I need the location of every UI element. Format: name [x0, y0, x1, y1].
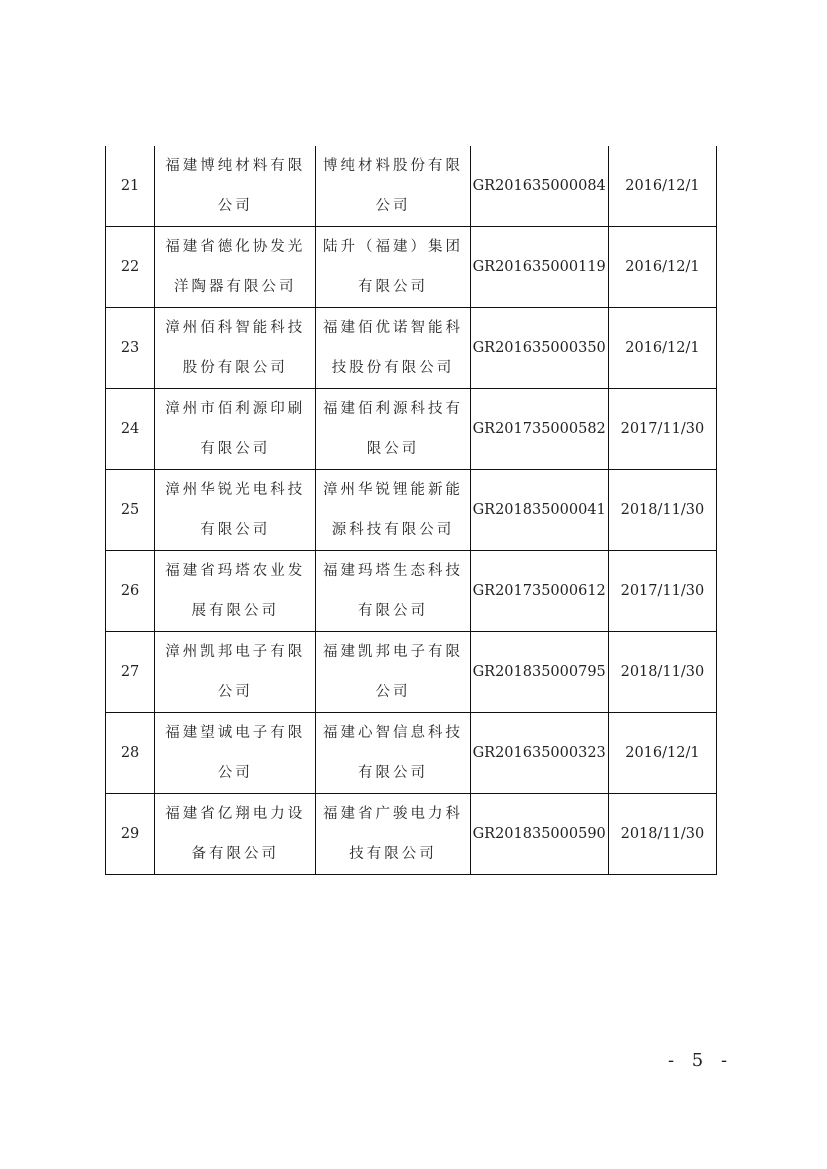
- certificate-number-cell: GR201835000041: [470, 470, 608, 551]
- table-row: [106, 632, 717, 713]
- original-company-name-cell: [155, 389, 316, 470]
- row-number-cell: 24: [106, 389, 155, 470]
- company-table: [105, 146, 717, 875]
- new-company-name-line: 限公司: [366, 441, 420, 457]
- new-company-name-cell: [316, 632, 470, 713]
- certificate-number-cell: GR201635000084: [470, 146, 608, 227]
- new-company-name-line: 公司: [375, 684, 411, 700]
- new-company-name-line: 博纯材料股份有限: [322, 158, 463, 174]
- original-company-name-line: 公司: [217, 765, 253, 781]
- row-number-cell: 21: [106, 146, 155, 227]
- new-company-name-line: 福建省广骏电力科: [322, 806, 463, 822]
- certificate-number-cell: GR201835000590: [470, 794, 608, 875]
- table-row: [106, 713, 717, 794]
- new-company-name-cell: [316, 794, 470, 875]
- new-company-name-cell: [316, 470, 470, 551]
- original-company-name-line: 福建博纯材料有限: [165, 158, 306, 174]
- new-company-name-cell: [316, 146, 470, 227]
- new-company-name-cell: [316, 227, 470, 308]
- original-company-name-line: 漳州市佰利源印刷: [165, 401, 306, 417]
- certificate-number-cell: GR201635000323: [470, 713, 608, 794]
- certificate-number-cell: GR201735000582: [470, 389, 608, 470]
- new-company-name-line: 公司: [375, 198, 411, 214]
- certificate-number-cell: GR201735000612: [470, 551, 608, 632]
- new-company-name-line: 福建佰优诺智能科: [322, 320, 463, 336]
- table-row: [106, 389, 717, 470]
- table-row: [106, 551, 717, 632]
- certificate-number-cell: GR201635000350: [470, 308, 608, 389]
- new-company-name-line: 福建佰利源科技有: [322, 401, 463, 417]
- page-number: - 5 -: [668, 1050, 734, 1071]
- new-company-name-cell: [316, 308, 470, 389]
- issue-date-cell: 2016/12/1: [608, 227, 716, 308]
- issue-date-cell: 2017/11/30: [608, 389, 716, 470]
- original-company-name-cell: [155, 308, 316, 389]
- row-number-cell: 27: [106, 632, 155, 713]
- original-company-name-line: 福建望诚电子有限: [165, 725, 306, 741]
- original-company-name-line: 备有限公司: [191, 846, 279, 862]
- issue-date-cell: 2018/11/30: [608, 794, 716, 875]
- new-company-name-line: 福建心智信息科技: [322, 725, 463, 741]
- row-number-cell: 23: [106, 308, 155, 389]
- table-body: [106, 146, 717, 875]
- issue-date-cell: 2018/11/30: [608, 632, 716, 713]
- new-company-name-line: 技股份有限公司: [331, 360, 455, 376]
- table-row: [106, 227, 717, 308]
- row-number-cell: 22: [106, 227, 155, 308]
- original-company-name-cell: [155, 632, 316, 713]
- row-number-cell: 29: [106, 794, 155, 875]
- table-row: [106, 146, 717, 227]
- new-company-name-line: 福建玛塔生态科技: [322, 563, 463, 579]
- new-company-name-line: 有限公司: [357, 279, 428, 295]
- original-company-name-line: 有限公司: [200, 522, 271, 538]
- new-company-name-line: 陆升（福建）集团: [322, 239, 463, 255]
- original-company-name-cell: [155, 713, 316, 794]
- table-row: [106, 470, 717, 551]
- row-number-cell: 26: [106, 551, 155, 632]
- original-company-name-line: 漳州凯邦电子有限: [165, 644, 306, 660]
- issue-date-cell: 2018/11/30: [608, 470, 716, 551]
- new-company-name-line: 有限公司: [357, 603, 428, 619]
- certificate-number-cell: GR201835000795: [470, 632, 608, 713]
- issue-date-cell: 2016/12/1: [608, 146, 716, 227]
- new-company-name-line: 福建凯邦电子有限: [322, 644, 463, 660]
- original-company-name-cell: [155, 227, 316, 308]
- row-number-cell: 25: [106, 470, 155, 551]
- original-company-name-cell: [155, 794, 316, 875]
- original-company-name-line: 福建省德化协发光: [165, 239, 306, 255]
- original-company-name-cell: [155, 551, 316, 632]
- new-company-name-line: 有限公司: [357, 765, 428, 781]
- original-company-name-line: 股份有限公司: [182, 360, 288, 376]
- original-company-name-line: 公司: [217, 198, 253, 214]
- original-company-name-cell: [155, 146, 316, 227]
- table-row: [106, 794, 717, 875]
- table-row: [106, 308, 717, 389]
- new-company-name-cell: [316, 551, 470, 632]
- original-company-name-line: 福建省玛塔农业发: [165, 563, 306, 579]
- new-company-name-line: 漳州华锐锂能新能: [322, 482, 463, 498]
- issue-date-cell: 2016/12/1: [608, 308, 716, 389]
- original-company-name-line: 有限公司: [200, 441, 271, 457]
- new-company-name-cell: [316, 389, 470, 470]
- new-company-name-cell: [316, 713, 470, 794]
- original-company-name-line: 福建省亿翔电力设: [165, 806, 306, 822]
- new-company-name-line: 技有限公司: [349, 846, 437, 862]
- original-company-name-line: 漳州佰科智能科技: [165, 320, 306, 336]
- original-company-name-line: 洋陶器有限公司: [173, 279, 297, 295]
- original-company-name-line: 公司: [217, 684, 253, 700]
- issue-date-cell: 2017/11/30: [608, 551, 716, 632]
- new-company-name-line: 源科技有限公司: [331, 522, 455, 538]
- issue-date-cell: 2016/12/1: [608, 713, 716, 794]
- certificate-number-cell: GR201635000119: [470, 227, 608, 308]
- row-number-cell: 28: [106, 713, 155, 794]
- original-company-name-line: 展有限公司: [191, 603, 279, 619]
- original-company-name-cell: [155, 470, 316, 551]
- original-company-name-line: 漳州华锐光电科技: [165, 482, 306, 498]
